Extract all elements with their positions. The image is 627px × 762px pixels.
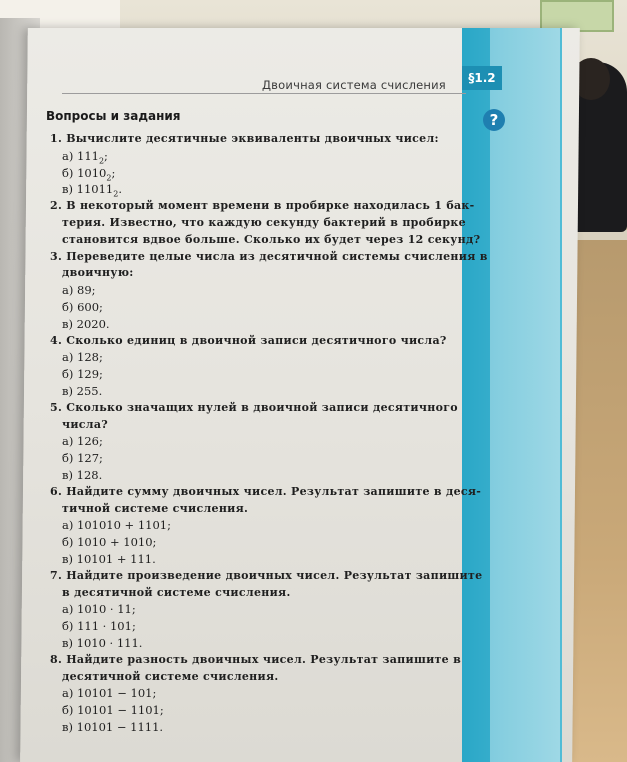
option-label: а) <box>62 350 77 365</box>
header-rule <box>62 93 466 94</box>
question-5-line-1: 5. Сколько значащих нулей в двоичной записи десятичного <box>50 400 458 414</box>
question-5-option-1 <box>62 434 103 448</box>
option-label: а) <box>62 434 77 449</box>
question-4-option-2 <box>62 367 103 381</box>
option-value: 101010 + 1101; <box>77 518 171 533</box>
option-value: 255. <box>76 384 103 398</box>
question-6-line-2: тичной системе счисления. <box>62 501 249 515</box>
option-subscript: 2 <box>98 156 105 166</box>
question-8-line-2: десятичной системе счисления. <box>62 669 279 683</box>
option-value: 126; <box>77 434 103 449</box>
option-label: в) <box>62 636 77 650</box>
option-label: а) <box>62 283 77 298</box>
question-1-line-1: 1. Вычислите десятичные эквиваленты двоичных чисел: <box>50 132 439 145</box>
option-label: в) <box>62 182 77 197</box>
question-7-option-1 <box>62 602 136 616</box>
question-7-option-2 <box>62 619 136 633</box>
question-4-line-1: 4. Сколько единиц в двоичной записи десятичного числа? <box>50 333 447 347</box>
option-value: 600; <box>77 300 103 314</box>
option-label: б) <box>62 535 78 550</box>
option-value: 2020. <box>76 316 110 331</box>
question-7-line-2: в десятичной системе счисления. <box>62 585 291 599</box>
running-title: Двоичная система счисления <box>262 78 446 92</box>
option-label: б) <box>62 703 78 718</box>
option-label: б) <box>62 300 78 314</box>
option-label: в) <box>62 316 77 331</box>
question-8-option-3 <box>62 720 163 734</box>
question-3-option-3 <box>62 317 110 331</box>
option-label: а) <box>62 518 77 533</box>
option-label: б) <box>62 165 78 180</box>
question-2-line-2: терия. Известно, что каждую секунду бактерий в пробирке <box>62 216 466 229</box>
option-value: 10101 − 1111. <box>76 720 164 734</box>
question-4-option-3 <box>62 384 102 398</box>
question-8-option-2 <box>62 703 164 717</box>
question-mark-icon: ? <box>483 109 505 131</box>
option-value: 1010 · 111. <box>76 636 143 650</box>
option-value: 111 <box>77 148 99 163</box>
option-label: в) <box>62 552 77 566</box>
option-label: б) <box>62 451 78 466</box>
option-subscript: 2 <box>113 189 119 199</box>
option-value: 127; <box>77 451 103 466</box>
option-end: . <box>118 182 122 197</box>
question-6-option-1 <box>62 518 171 532</box>
question-2-line-3: становится вдвое больше. Сколько их будет через 12 секунд? <box>62 232 481 246</box>
option-value: 11011 <box>76 182 114 197</box>
question-6-line-1: 6. Найдите сумму двоичных чисел. Результат запишите в деся- <box>50 484 482 498</box>
option-value: 10101 − 1101; <box>77 703 164 718</box>
question-2-line-1: 2. В некоторый момент времени в пробирке находилась 1 бак- <box>50 199 475 213</box>
question-5-option-2 <box>62 451 103 465</box>
option-label: в) <box>62 468 77 482</box>
option-end: ; <box>104 148 108 163</box>
option-value: 89; <box>77 283 96 298</box>
option-end: ; <box>111 165 116 180</box>
question-3-line-2: двоичную: <box>62 266 134 280</box>
option-value: 10101 + 111. <box>76 552 156 566</box>
option-value: 128. <box>76 468 103 482</box>
option-value: 1010 · 11; <box>77 602 136 617</box>
page-side-strip-light <box>490 28 560 762</box>
option-label: а) <box>62 148 77 163</box>
question-6-option-2 <box>62 535 156 549</box>
question-3-line-1: 3. Переведите целые числа из десятичной системы счисления в <box>50 249 488 263</box>
question-7-option-3 <box>62 636 142 650</box>
option-value: 1010 + 1010; <box>77 535 157 550</box>
option-value: 111 · 101; <box>77 619 136 634</box>
option-label: б) <box>62 619 78 634</box>
question-6-option-3 <box>62 552 156 566</box>
section-badge: §1.2 <box>462 66 502 90</box>
option-value: 10101 − 101; <box>77 686 157 701</box>
question-8-option-1 <box>62 686 156 700</box>
option-label: а) <box>62 602 77 617</box>
option-subscript: 2 <box>106 172 112 182</box>
question-5-line-2: числа? <box>62 417 109 431</box>
section-heading: Вопросы и задания <box>46 109 181 123</box>
option-label: а) <box>62 686 77 701</box>
question-4-option-1 <box>62 350 103 364</box>
option-label: в) <box>62 384 77 398</box>
option-value: 128; <box>77 350 103 365</box>
option-label: в) <box>62 720 77 734</box>
option-value: 129; <box>77 367 103 382</box>
question-5-option-3 <box>62 468 102 482</box>
question-3-option-2 <box>62 300 103 314</box>
option-value: 1010 <box>77 165 107 180</box>
question-8-line-1: 8. Найдите разность двоичных чисел. Результат запишите в <box>50 652 462 666</box>
question-7-line-1: 7. Найдите произведение двоичных чисел. Результат запишите <box>50 568 483 582</box>
question-3-option-1 <box>62 283 96 297</box>
option-label: б) <box>62 367 78 382</box>
